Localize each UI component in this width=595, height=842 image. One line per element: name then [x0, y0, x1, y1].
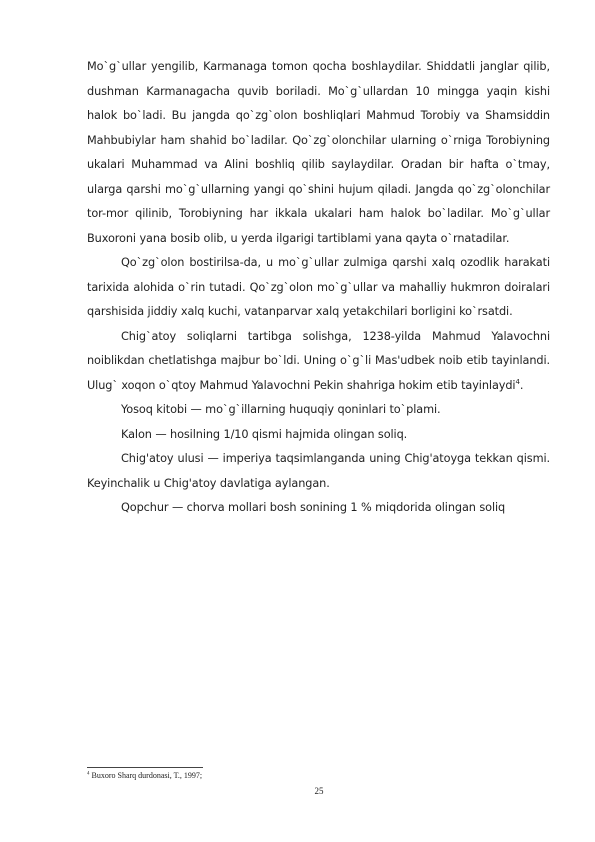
page-number: 25 — [314, 786, 324, 796]
footnote-reference[interactable]: 4 — [515, 377, 520, 386]
definition-chigatoy-ulusi: Chig'atoy ulusi — imperiya taqsimlanganda uning Chig'atoyga tekkan qismi. Keyinchalik u Chig'atoy davlatiga aylangan. — [87, 452, 550, 490]
definition-yosoq: Yosoq kitobi — mo`g`illarning huquqiy qoninlari to`plami. — [121, 403, 441, 416]
definition-kalon: Kalon — hosilning 1/10 qismi hajmida olingan soliq. — [121, 427, 408, 441]
body-text — [87, 55, 550, 521]
footnote-number: 4 — [87, 771, 90, 777]
footnote-divider — [87, 767, 203, 768]
footnote-text: Buxoro Sharq durdonasi, T., 1997; — [89, 771, 203, 780]
paragraph-3 — [87, 325, 550, 399]
paragraph-2: Qo`zg`olon bostirilsa-da, u mo`g`ullar zulmiga qarshi xalq ozodlik harakati tarixida alohida o`rin tutadi. Qo`zg`olon mo`g`ullar va mahalliy hukmron doiralari qarshisida jiddiy xalq kuchi, vatanparvar xalq yetakchilari borligini ko`rsatdi. — [87, 256, 550, 318]
definition-qopchur: Qopchur — chorva mollari bosh sonining 1 % miqdorida olingan soliq — [121, 501, 506, 514]
paragraph-3-text: Chig`atoy soliqlarni tartibga solishga, 1238-yilda Mahmud Yalavochni noiblikdan chetlatishga majbur bo`ldi. Uning o`g`li Mas'udbek noib etib tayinlandi. Ulug` xoqon o`qtoy Mahmud Yalavochni Pekin shahriga hokim etib tayinlaydi — [87, 329, 550, 392]
paragraph-1: Mo`g`ullar yengilib, Karmanaga tomon qocha boshlaydilar. Shiddatli janglar qilib, dushman Karmanagacha quvib boriladi. Mo`g`ullardan 10 mingga yaqin kishi halok bo`ladi. Bu jangda qo`zg`olon boshliqlari Mahmud Torobiy va Shamsiddin Mahbubiylar ham shahid bo`ladilar. Qo`zg`olonchilar ularning o`rniga Torobiyning ukalari Muhammad va Alini boshliq qilib saylaydilar. Oradan bir hafta o`tmay, ularga qarshi mo`g`ullarning yangi qo`shini hujum qiladi. Jangda qo`zg`olonchilar tor-mor qilinib, Torobiyning har ikkala ukalari ham halok bo`ladilar. Mo`g`ullar Buxoroni yana bosib olib, u yerda ilgarigi tartiblami yana qayta o`rnatadilar. — [87, 60, 550, 245]
footnote — [87, 771, 202, 781]
paragraph-3-end: . — [519, 378, 524, 392]
